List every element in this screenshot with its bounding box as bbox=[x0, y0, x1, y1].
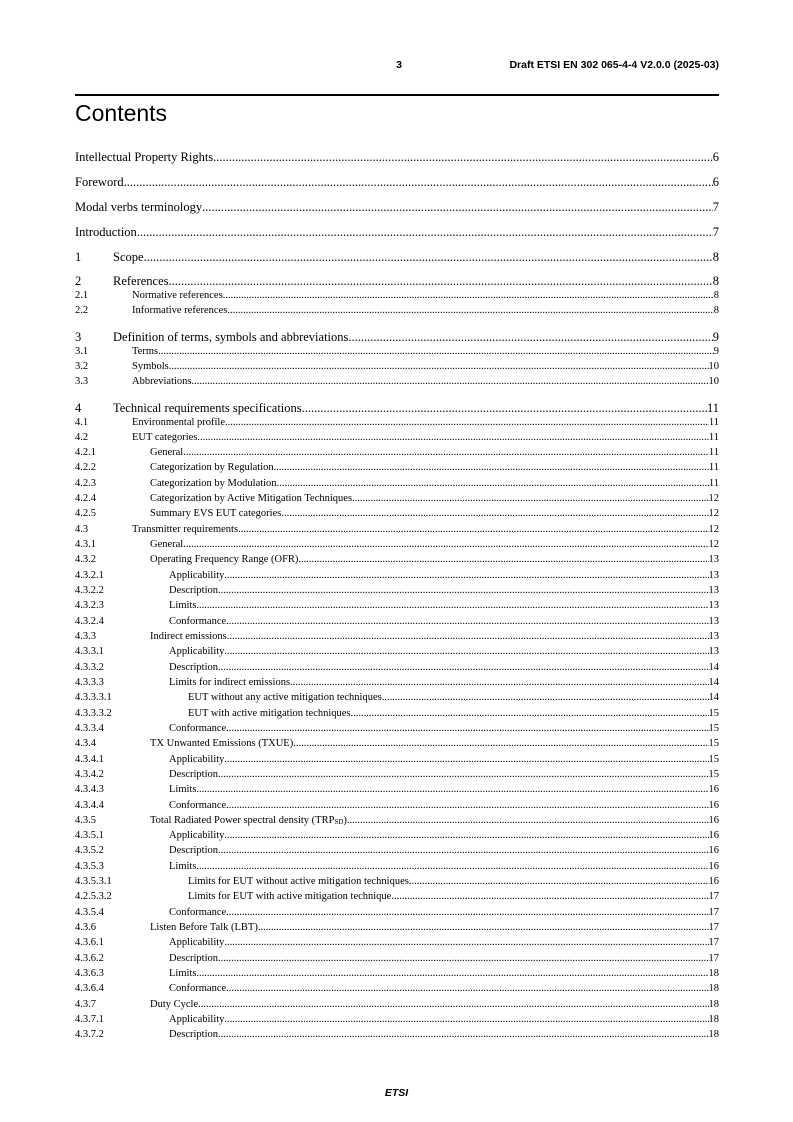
page-number: 3 bbox=[396, 59, 402, 71]
toc-entry-page: 13 bbox=[708, 616, 719, 627]
toc-entry[interactable] bbox=[75, 876, 719, 887]
toc-entry-title: EUT categories bbox=[132, 432, 198, 443]
toc-entry-page: 15 bbox=[708, 708, 719, 719]
toc-entry-page: 15 bbox=[708, 754, 719, 765]
toc-entry-page: 16 bbox=[708, 861, 719, 872]
toc-entry-page: 8 bbox=[712, 250, 719, 264]
toc-leader-dots bbox=[183, 447, 709, 458]
toc-leader-dots bbox=[277, 478, 709, 489]
toc-entry-title: Introduction bbox=[75, 225, 137, 239]
toc-entry-number: 3.2 bbox=[75, 361, 89, 372]
toc-leader-dots bbox=[227, 631, 709, 642]
toc-entry[interactable] bbox=[75, 1014, 719, 1025]
toc-entry-page: 16 bbox=[708, 815, 719, 826]
toc-leader-dots bbox=[124, 175, 713, 190]
toc-entry-title: Limits bbox=[169, 784, 197, 795]
toc-entry-number: 4.3.5.3 bbox=[75, 861, 104, 872]
toc-entry-number: 4.2 bbox=[75, 432, 89, 443]
toc-leader-dots bbox=[351, 708, 709, 719]
toc-entry-title: Operating Frequency Range (OFR) bbox=[150, 554, 299, 565]
toc-entry[interactable] bbox=[75, 150, 719, 165]
toc-entry[interactable] bbox=[75, 570, 719, 581]
toc-leader-dots bbox=[218, 1029, 709, 1040]
toc-entry-page: 11 bbox=[706, 401, 719, 415]
toc-entry-number: 4.2.1 bbox=[75, 447, 96, 458]
toc-leader-dots bbox=[169, 361, 709, 372]
toc-leader-dots bbox=[198, 999, 708, 1010]
toc-leader-dots bbox=[226, 983, 708, 994]
toc-entry[interactable] bbox=[75, 861, 719, 872]
toc-entry-page: 9 bbox=[712, 330, 719, 344]
toc-entry[interactable] bbox=[75, 554, 719, 565]
toc-entry-title: Applicability bbox=[169, 754, 225, 765]
toc-entry-number: 4.2.4 bbox=[75, 493, 96, 504]
toc-entry-page: 15 bbox=[708, 769, 719, 780]
toc-entry[interactable] bbox=[75, 616, 719, 627]
toc-entry-page: 13 bbox=[708, 554, 719, 565]
toc-entry-title: Conformance bbox=[169, 907, 227, 918]
toc-entry-title: Categorization by Active Mitigation Techniques bbox=[150, 493, 353, 504]
toc-entry[interactable] bbox=[75, 800, 719, 811]
toc-entry-page: 18 bbox=[708, 968, 719, 979]
toc-entry[interactable] bbox=[75, 953, 719, 964]
toc-entry[interactable] bbox=[75, 432, 719, 443]
toc-entry[interactable] bbox=[75, 539, 719, 550]
toc-entry[interactable] bbox=[75, 225, 719, 240]
toc-entry-page: 12 bbox=[708, 508, 719, 519]
toc-leader-dots bbox=[202, 200, 713, 215]
toc-leader-dots bbox=[226, 616, 708, 627]
toc-entry-number: 4.3.7.2 bbox=[75, 1029, 104, 1040]
toc-leader-dots bbox=[298, 554, 708, 565]
toc-entry-title: Applicability bbox=[169, 830, 225, 841]
toc-leader-dots bbox=[223, 290, 714, 301]
toc-entry-number: 4.3.4.1 bbox=[75, 754, 104, 765]
toc-entry-title: Limits for indirect emissions bbox=[169, 677, 291, 688]
toc-entry-number: 4.3.2 bbox=[75, 554, 96, 565]
toc-entry-title: Total Radiated Power spectral density $(TRP_{SD})$ bbox=[150, 815, 347, 826]
toc-leader-dots bbox=[213, 150, 713, 165]
toc-entry[interactable] bbox=[75, 907, 719, 918]
toc-entry-page: 15 bbox=[708, 738, 719, 749]
toc-entry-number: 4.3.4.3 bbox=[75, 784, 104, 795]
toc-leader-dots bbox=[348, 330, 712, 345]
toc-entry-page: 10 bbox=[708, 376, 719, 387]
toc-leader-dots bbox=[293, 738, 708, 749]
toc-entry-page: 11 bbox=[708, 478, 719, 489]
toc-entry-title: Scope bbox=[113, 250, 144, 264]
toc-entry[interactable] bbox=[75, 250, 719, 265]
toc-entry-number: 4.2.2 bbox=[75, 462, 96, 473]
toc-entry-title: Duty Cycle bbox=[150, 999, 199, 1010]
toc-entry-number: 4.3.3.3.2 bbox=[75, 708, 112, 719]
toc-entry-title: Limits for EUT with active mitigation technique bbox=[188, 891, 392, 902]
toc-entry-title: Informative references bbox=[132, 305, 228, 316]
toc-leader-dots bbox=[169, 274, 713, 289]
toc-entry[interactable] bbox=[75, 968, 719, 979]
toc-entry[interactable] bbox=[75, 290, 719, 301]
toc-leader-dots bbox=[192, 376, 709, 387]
toc-entry-title: Description bbox=[169, 585, 218, 596]
toc-leader-dots bbox=[409, 876, 709, 887]
toc-leader-dots bbox=[274, 462, 709, 473]
toc-leader-dots bbox=[196, 968, 708, 979]
toc-entry-page: 8 bbox=[712, 274, 719, 288]
toc-leader-dots bbox=[227, 305, 713, 316]
toc-entry-number: 4.3.6 bbox=[75, 922, 96, 933]
toc-entry-number: 4.3.3.4 bbox=[75, 723, 104, 734]
toc-leader-dots bbox=[281, 508, 708, 519]
toc-leader-dots bbox=[196, 784, 708, 795]
toc-entry-page: 17 bbox=[708, 907, 719, 918]
toc-entry-number: 4.3.5.2 bbox=[75, 845, 104, 856]
toc-entry[interactable] bbox=[75, 600, 719, 611]
toc-entry-title: Normative references bbox=[132, 290, 223, 301]
toc-entry-number: 4.3.4.2 bbox=[75, 769, 104, 780]
toc-entry-number: 4.3.3.3 bbox=[75, 677, 104, 688]
toc-entry-page: 6 bbox=[712, 175, 719, 189]
toc-entry-page: 16 bbox=[708, 830, 719, 841]
toc-entry[interactable] bbox=[75, 922, 719, 933]
toc-entry-number: 2 bbox=[75, 274, 82, 288]
toc-entry-number: 4.3.2.4 bbox=[75, 616, 104, 627]
toc-entry-title: Transmitter requirements bbox=[132, 524, 239, 535]
toc-entry[interactable] bbox=[75, 305, 719, 316]
toc-leader-dots bbox=[218, 662, 709, 673]
toc-leader-dots bbox=[224, 1014, 708, 1025]
toc-entry-title: Foreword bbox=[75, 175, 124, 189]
toc-entry-number: 4.3.5 bbox=[75, 815, 96, 826]
toc-entry-page: 13 bbox=[708, 585, 719, 596]
toc-entry[interactable] bbox=[75, 692, 719, 703]
toc-entry-page: 16 bbox=[708, 800, 719, 811]
toc-entry[interactable] bbox=[75, 999, 719, 1010]
toc-entry[interactable] bbox=[75, 708, 719, 719]
toc-entry-title: Symbols bbox=[132, 361, 169, 372]
toc-leader-dots bbox=[226, 723, 708, 734]
toc-entry-subscript: SD bbox=[334, 818, 344, 826]
toc-entry-page: 13 bbox=[708, 570, 719, 581]
toc-entry-number: 4.3 bbox=[75, 524, 89, 535]
toc-entry-page: 18 bbox=[708, 999, 719, 1010]
toc-entry-number: 3 bbox=[75, 330, 82, 344]
toc-entry-title: Applicability bbox=[169, 646, 225, 657]
toc-entry-title: TX Unwanted Emissions (TXUE) bbox=[150, 738, 294, 749]
toc-entry[interactable] bbox=[75, 662, 719, 673]
toc-entry-number: 1 bbox=[75, 250, 82, 264]
toc-leader-dots bbox=[224, 754, 708, 765]
toc-entry-number: 2.1 bbox=[75, 290, 89, 301]
toc-entry-number: 4.2.5.3.2 bbox=[75, 891, 112, 902]
toc-entry-number: 4.3.3.2 bbox=[75, 662, 104, 673]
toc-entry-number: 4.3.6.3 bbox=[75, 968, 104, 979]
toc-entry-title: Categorization by Modulation bbox=[150, 478, 277, 489]
toc-entry-title: EUT without any active mitigation techniques bbox=[188, 692, 382, 703]
toc-entry-number: 3.3 bbox=[75, 376, 89, 387]
toc-entry-number: 4.3.6.1 bbox=[75, 937, 104, 948]
toc-leader-dots bbox=[224, 937, 708, 948]
toc-entry-number: 4.3.5.1 bbox=[75, 830, 104, 841]
toc-entry-title: Abbreviations bbox=[132, 376, 192, 387]
toc-entry-number: 4.3.6.2 bbox=[75, 953, 104, 964]
toc-entry-page: 12 bbox=[708, 539, 719, 550]
toc-entry-title: Conformance bbox=[169, 800, 227, 811]
toc-entry-page: 14 bbox=[708, 692, 719, 703]
page-title: Contents bbox=[75, 100, 168, 126]
toc-entry-title: Description bbox=[169, 953, 218, 964]
toc-entry-page: 13 bbox=[708, 631, 719, 642]
toc-entry-title: References bbox=[113, 274, 169, 288]
toc-entry-page: 16 bbox=[708, 876, 719, 887]
toc-entry[interactable] bbox=[75, 769, 719, 780]
toc-entry-title: Terms bbox=[132, 346, 159, 357]
toc-leader-dots bbox=[183, 539, 708, 550]
toc-entry[interactable] bbox=[75, 478, 719, 489]
toc-entry[interactable] bbox=[75, 677, 719, 688]
toc-entry-title: General bbox=[150, 447, 184, 458]
toc-entry[interactable] bbox=[75, 200, 719, 215]
toc-entry-page: 6 bbox=[712, 150, 719, 164]
toc-entry-page: 17 bbox=[708, 922, 719, 933]
toc-entry[interactable] bbox=[75, 493, 719, 504]
toc-entry-number: 4.2.3 bbox=[75, 478, 96, 489]
toc-entry-page: 13 bbox=[708, 600, 719, 611]
toc-entry-page: 18 bbox=[708, 1029, 719, 1040]
toc-leader-dots bbox=[382, 692, 709, 703]
toc-leader-dots bbox=[196, 600, 708, 611]
toc-entry-page: 16 bbox=[708, 784, 719, 795]
toc-entry[interactable] bbox=[75, 738, 719, 749]
toc-entry-page: 11 bbox=[708, 417, 719, 428]
toc-entry-title: Environmental profile bbox=[132, 417, 226, 428]
toc-entry-title: Limits bbox=[169, 600, 197, 611]
toc-leader-dots bbox=[197, 432, 708, 443]
toc-entry-title: EUT with active mitigation techniques bbox=[188, 708, 351, 719]
toc-entry[interactable] bbox=[75, 401, 719, 416]
toc-entry-page: 12 bbox=[708, 493, 719, 504]
toc-entry-title: Description bbox=[169, 845, 218, 856]
toc-entry-title: Description bbox=[169, 769, 218, 780]
toc-entry-title: Modal verbs terminology bbox=[75, 200, 203, 214]
toc-entry-page: 8 bbox=[713, 305, 719, 316]
toc-entry-title: Summary EVS EUT categories bbox=[150, 508, 282, 519]
header-rule bbox=[75, 94, 719, 96]
toc-entry[interactable] bbox=[75, 754, 719, 765]
toc-leader-dots bbox=[258, 922, 709, 933]
toc-entry-number: 4.3.3.1 bbox=[75, 646, 104, 657]
toc-leader-dots bbox=[224, 570, 708, 581]
toc-entry-number: 4.3.2.3 bbox=[75, 600, 104, 611]
toc-entry[interactable] bbox=[75, 417, 719, 428]
toc-entry[interactable] bbox=[75, 983, 719, 994]
toc-leader-dots bbox=[158, 346, 714, 357]
toc-leader-dots bbox=[225, 417, 709, 428]
toc-leader-dots bbox=[224, 646, 708, 657]
toc-entry-page: 11 bbox=[708, 447, 719, 458]
toc-entry-page: 17 bbox=[708, 891, 719, 902]
toc-leader-dots bbox=[226, 907, 708, 918]
toc-entry-number: 4.3.7.1 bbox=[75, 1014, 104, 1025]
toc-entry-number: 2.2 bbox=[75, 305, 89, 316]
toc-entry-page: 18 bbox=[708, 983, 719, 994]
toc-entry-page: 17 bbox=[708, 953, 719, 964]
toc-leader-dots bbox=[137, 225, 713, 240]
toc-entry-title: Listen Before Talk (LBT) bbox=[150, 922, 258, 933]
toc-entry[interactable] bbox=[75, 891, 719, 902]
toc-entry[interactable] bbox=[75, 631, 719, 642]
toc-entry-page: 8 bbox=[713, 290, 719, 301]
toc-entry[interactable] bbox=[75, 585, 719, 596]
toc-entry-title: Conformance bbox=[169, 983, 227, 994]
toc-leader-dots bbox=[226, 800, 708, 811]
toc-entry-number: 4.3.5.3.1 bbox=[75, 876, 112, 887]
toc-entry[interactable] bbox=[75, 175, 719, 190]
toc-entry-title: Categorization by Regulation bbox=[150, 462, 274, 473]
toc-entry-title: Definition of terms, symbols and abbreviations bbox=[113, 330, 349, 344]
toc-entry-title: Technical requirements specifications bbox=[113, 401, 302, 415]
toc-entry-page: 7 bbox=[712, 225, 719, 239]
toc-entry[interactable] bbox=[75, 462, 719, 473]
toc-entry-page: 11 bbox=[708, 462, 719, 473]
toc-entry-page: 12 bbox=[708, 524, 719, 535]
toc-entry-number: 4 bbox=[75, 401, 82, 415]
toc-entry-page: 14 bbox=[708, 662, 719, 673]
toc-entry-title: Indirect emissions bbox=[150, 631, 227, 642]
footer-etsi: ETSI bbox=[384, 1087, 409, 1099]
toc-entry[interactable] bbox=[75, 1029, 719, 1040]
toc-leader-dots bbox=[224, 830, 708, 841]
toc-entry-number: 4.3.7 bbox=[75, 999, 96, 1010]
toc-entry-page: 16 bbox=[708, 845, 719, 856]
toc-leader-dots bbox=[218, 769, 709, 780]
toc-leader-dots bbox=[238, 524, 708, 535]
toc-entry-title: Conformance bbox=[169, 723, 227, 734]
toc-entry-title: Applicability bbox=[169, 937, 225, 948]
toc-entry-page: 11 bbox=[708, 432, 719, 443]
toc-entry[interactable] bbox=[75, 346, 719, 357]
toc-entry-page: 7 bbox=[712, 200, 719, 214]
toc-entry[interactable] bbox=[75, 508, 719, 519]
toc-leader-dots bbox=[391, 891, 708, 902]
toc-entry-number: 4.1 bbox=[75, 417, 89, 428]
toc-entry-title: Limits bbox=[169, 968, 197, 979]
toc-entry-number: 4.3.6.4 bbox=[75, 983, 104, 994]
toc-entry-number: 3.1 bbox=[75, 346, 89, 357]
toc-entry[interactable] bbox=[75, 937, 719, 948]
toc-entry-number: 4.3.1 bbox=[75, 539, 96, 550]
toc-entry[interactable] bbox=[75, 723, 719, 734]
toc-entry[interactable] bbox=[75, 524, 719, 535]
toc-entry-title: General bbox=[150, 539, 184, 550]
toc-entry-number: 4.3.3.3.1 bbox=[75, 692, 112, 703]
toc-entry-title: Applicability bbox=[169, 1014, 225, 1025]
toc-entry-title: Limits bbox=[169, 861, 197, 872]
toc-entry-page: 10 bbox=[708, 361, 719, 372]
toc-entry[interactable] bbox=[75, 274, 719, 289]
toc-entry[interactable] bbox=[75, 784, 719, 795]
toc-entry[interactable] bbox=[75, 830, 719, 841]
toc-entry-page: 9 bbox=[713, 346, 719, 357]
toc-entry-number: 4.3.2.2 bbox=[75, 585, 104, 596]
document-id: Draft ETSI EN 302 065-4-4 V2.0.0 (2025-03) bbox=[509, 59, 719, 71]
toc-leader-dots bbox=[144, 250, 713, 265]
toc-entry[interactable] bbox=[75, 330, 719, 345]
toc-leader-dots bbox=[290, 677, 708, 688]
toc-entry-page: 15 bbox=[708, 723, 719, 734]
toc-entry-page: 18 bbox=[708, 1014, 719, 1025]
toc-entry-number: 4.3.2.1 bbox=[75, 570, 104, 581]
toc-entry-number: 4.2.5 bbox=[75, 508, 96, 519]
toc-entry-number: 4.3.4.4 bbox=[75, 800, 104, 811]
toc-entry[interactable] bbox=[75, 646, 719, 657]
toc-entry[interactable] bbox=[75, 815, 719, 826]
toc-leader-dots bbox=[352, 493, 708, 504]
toc-leader-dots bbox=[302, 401, 707, 416]
toc-entry[interactable] bbox=[75, 845, 719, 856]
toc-leader-dots bbox=[218, 845, 709, 856]
toc-entry-title: Description bbox=[169, 662, 218, 673]
toc-leader-dots bbox=[347, 815, 709, 826]
toc-entry-number: 4.3.3 bbox=[75, 631, 96, 642]
toc-entry-title: Description bbox=[169, 1029, 218, 1040]
toc-leader-dots bbox=[196, 861, 708, 872]
toc-entry-number: 4.3.4 bbox=[75, 738, 96, 749]
toc-entry-page: 14 bbox=[708, 677, 719, 688]
toc-entry-page: 13 bbox=[708, 646, 719, 657]
toc-entry[interactable] bbox=[75, 361, 719, 372]
toc-entry-title: Intellectual Property Rights bbox=[75, 150, 214, 164]
toc-entry-title: Limits for EUT without active mitigation techniques bbox=[188, 876, 409, 887]
toc-leader-dots bbox=[218, 953, 709, 964]
toc-leader-dots bbox=[218, 585, 709, 596]
toc-entry-page: 17 bbox=[708, 937, 719, 948]
toc-entry[interactable] bbox=[75, 376, 719, 387]
toc-entry-number: 4.3.5.4 bbox=[75, 907, 104, 918]
toc-entry-title: Conformance bbox=[169, 616, 227, 627]
toc-entry[interactable] bbox=[75, 447, 719, 458]
toc-entry-title: Applicability bbox=[169, 570, 225, 581]
